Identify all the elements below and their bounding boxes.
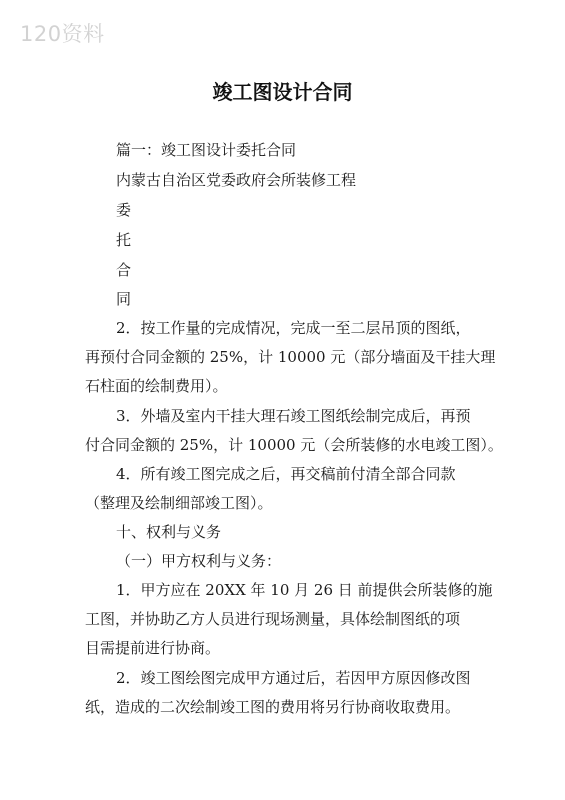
text-line: （整理及绘制细部竣工图）。 <box>85 494 273 512</box>
text-line: 托 <box>116 231 132 249</box>
text-line: 目需提前进行协商。 <box>85 639 221 657</box>
text-line: 篇一：竣工图设计委托合同 <box>116 141 297 159</box>
text-line: 合 <box>116 261 132 279</box>
text-line: 1．甲方应在 20XX 年 10 月 26 日 前提供会所装修的施 <box>116 581 493 599</box>
text-line: 付合同金额的 25%，计 10000 元（会所装修的水电竣工图）。 <box>85 436 503 454</box>
text-line: 同 <box>116 290 132 308</box>
text-line: 工图，并协助乙方人员进行现场测量，具体绘制图纸的项 <box>85 610 461 628</box>
text-line: 纸，造成的二次绘制竣工图的费用将另行协商收取费用。 <box>85 698 461 716</box>
subsection-heading: （一）甲方权利与义务： <box>116 552 282 570</box>
section-heading: 十、权利与义务 <box>116 523 222 541</box>
watermark: 120资料 <box>20 22 105 46</box>
text-line: 2．按工作量的完成情况，完成一至二层吊顶的图纸， <box>116 319 471 337</box>
document-title: 竣工图设计合同 <box>212 80 353 104</box>
text-line: 石柱面的绘制费用）。 <box>85 377 228 395</box>
text-line: 4．所有竣工图完成之后，再交稿前付清全部合同款 <box>116 465 456 483</box>
text-line: 再预付合同金额的 25%，计 10000 元（部分墙面及干挂大理 <box>85 348 496 366</box>
text-line: 委 <box>116 201 132 219</box>
text-line: 3．外墙及室内干挂大理石竣工图纸绘制完成后，再预 <box>116 407 471 425</box>
text-line: 2．竣工图绘图完成甲方通过后，若因甲方原因修改图 <box>116 669 471 687</box>
text-line: 内蒙古自治区党委政府会所装修工程 <box>116 171 357 189</box>
